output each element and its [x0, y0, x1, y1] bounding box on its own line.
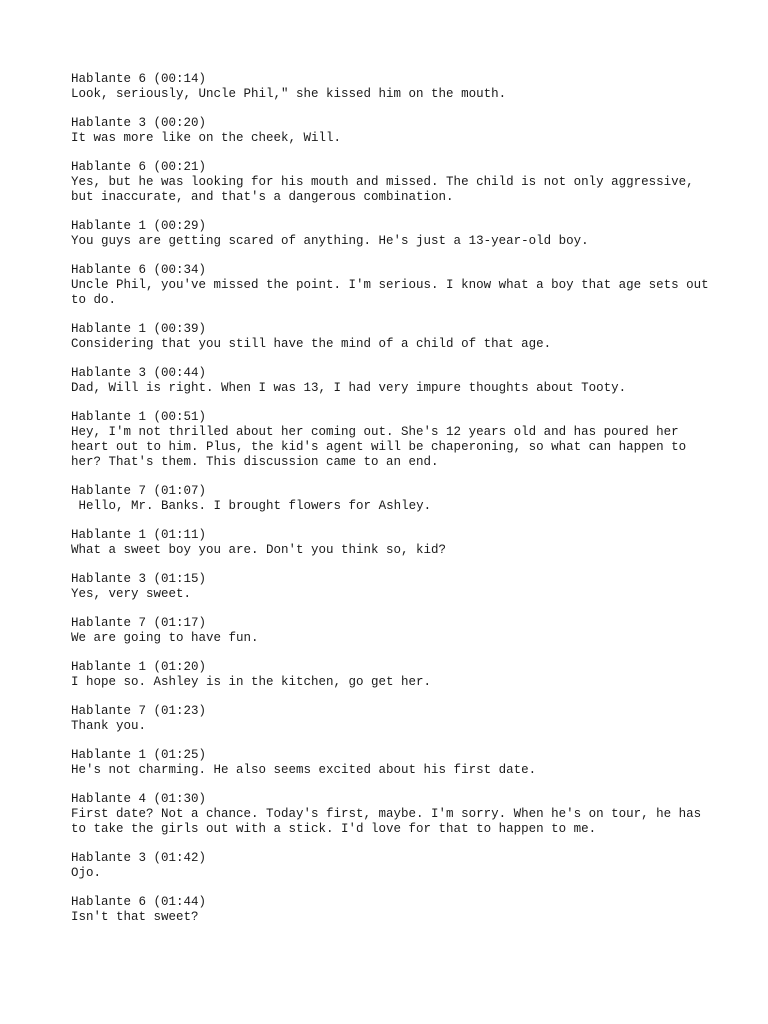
transcript-entry — [71, 116, 731, 146]
dialogue-text: Hello, Mr. Banks. I brought flowers for Ashley. — [71, 499, 432, 513]
speaker-timestamp: Hablante 3 (00:44) — [71, 366, 207, 380]
dialogue-text: Hey, I'm not thrilled about her coming out. She's 12 years old and has poured her heart out to him. Plus, the kid's agent will be chaperoning, so what can happen to her? That's them. This discussion came to an end. — [71, 425, 694, 469]
dialogue-text: First date? Not a chance. Today's first, maybe. I'm sorry. When he's on tour, he has to take the girls out with a stick. I'd love for that to happen to me. — [71, 807, 709, 836]
transcript-entry — [71, 792, 731, 837]
transcript-entry — [71, 219, 731, 249]
dialogue-text: Uncle Phil, you've missed the point. I'm serious. I know what a boy that age sets out to do. — [71, 278, 717, 307]
speaker-timestamp: Hablante 3 (01:42) — [71, 851, 207, 865]
dialogue-text: Isn't that sweet? — [71, 910, 199, 924]
dialogue-text: He's not charming. He also seems excited about his first date. — [71, 763, 537, 777]
transcript-entry — [71, 572, 731, 602]
transcript-entry — [71, 322, 731, 352]
transcript-entry — [71, 160, 731, 205]
transcript-entry — [71, 660, 731, 690]
transcript-entry — [71, 72, 731, 102]
dialogue-text: Look, seriously, Uncle Phil," she kissed him on the mouth. — [71, 87, 507, 101]
transcript-entry — [71, 748, 731, 778]
speaker-timestamp: Hablante 4 (01:30) — [71, 792, 207, 806]
speaker-timestamp: Hablante 1 (00:51) — [71, 410, 207, 424]
dialogue-text: I hope so. Ashley is in the kitchen, go get her. — [71, 675, 432, 689]
dialogue-text: Thank you. — [71, 719, 147, 733]
transcript-entry — [71, 410, 731, 470]
speaker-timestamp: Hablante 7 (01:23) — [71, 704, 207, 718]
speaker-timestamp: Hablante 1 (01:11) — [71, 528, 207, 542]
transcript-entry — [71, 895, 731, 925]
dialogue-text: Considering that you still have the mind of a child of that age. — [71, 337, 552, 351]
speaker-timestamp: Hablante 6 (01:44) — [71, 895, 207, 909]
speaker-timestamp: Hablante 6 (00:14) — [71, 72, 207, 86]
transcript-entry — [71, 366, 731, 396]
speaker-timestamp: Hablante 6 (00:34) — [71, 263, 207, 277]
transcript-entry — [71, 263, 731, 308]
dialogue-text: Dad, Will is right. When I was 13, I had very impure thoughts about Tooty. — [71, 381, 627, 395]
transcript-entry — [71, 484, 731, 514]
speaker-timestamp: Hablante 6 (00:21) — [71, 160, 207, 174]
dialogue-text: We are going to have fun. — [71, 631, 259, 645]
dialogue-text: Ojo. — [71, 866, 102, 880]
transcript-entry — [71, 704, 731, 734]
dialogue-text: Yes, but he was looking for his mouth and missed. The child is not only aggressive, but inaccurate, and that's a dangerous combination. — [71, 175, 702, 204]
speaker-timestamp: Hablante 7 (01:17) — [71, 616, 207, 630]
speaker-timestamp: Hablante 3 (01:15) — [71, 572, 207, 586]
transcript-entry — [71, 851, 731, 881]
transcript — [71, 72, 731, 939]
speaker-timestamp: Hablante 1 (00:39) — [71, 322, 207, 336]
speaker-timestamp: Hablante 1 (01:20) — [71, 660, 207, 674]
transcript-entry — [71, 616, 731, 646]
speaker-timestamp: Hablante 7 (01:07) — [71, 484, 207, 498]
dialogue-text: You guys are getting scared of anything. He's just a 13-year-old boy. — [71, 234, 589, 248]
speaker-timestamp: Hablante 1 (01:25) — [71, 748, 207, 762]
speaker-timestamp: Hablante 3 (00:20) — [71, 116, 207, 130]
speaker-timestamp: Hablante 1 (00:29) — [71, 219, 207, 233]
dialogue-text: What a sweet boy you are. Don't you think so, kid? — [71, 543, 447, 557]
transcript-entry — [71, 528, 731, 558]
dialogue-text: It was more like on the cheek, Will. — [71, 131, 342, 145]
dialogue-text: Yes, very sweet. — [71, 587, 192, 601]
